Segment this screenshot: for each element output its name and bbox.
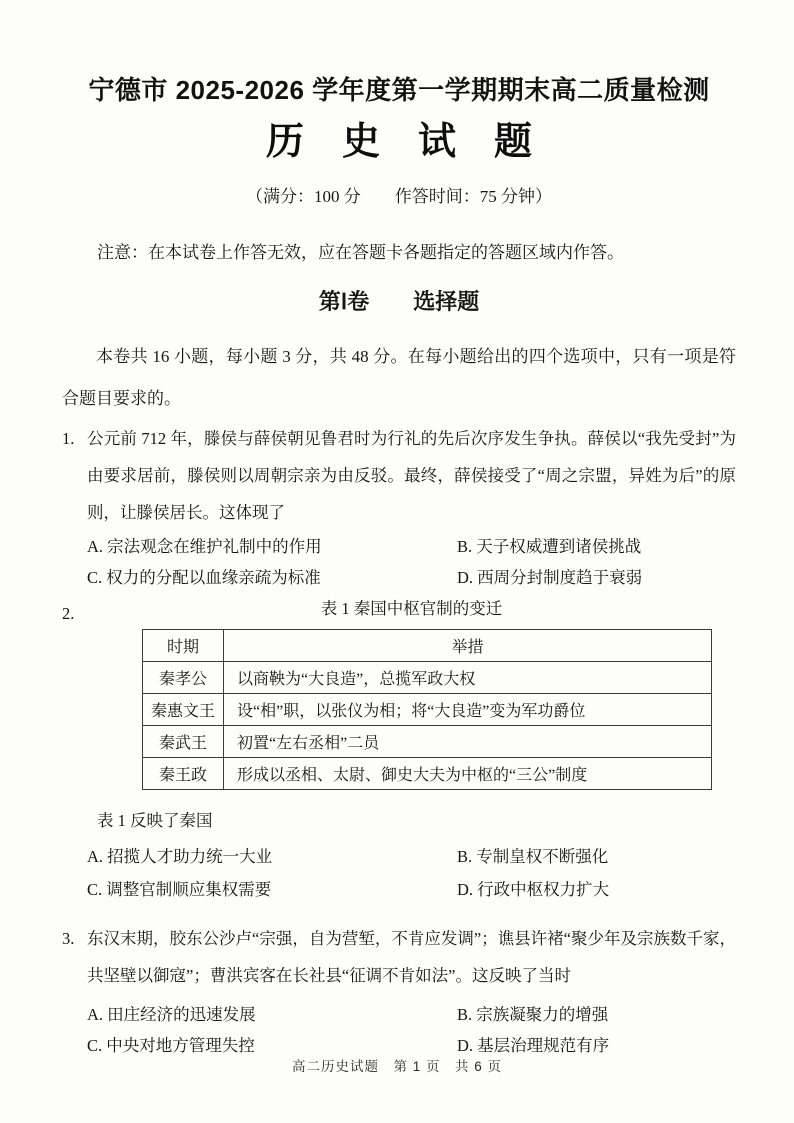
option-1d: D. 西周分封制度趋于衰弱 — [457, 568, 643, 587]
option-1a: A. 宗法观念在维护礼制中的作用 — [87, 537, 322, 556]
table-cell-measure: 形成以丞相、太尉、御史大夫为中枢的“三公”制度 — [224, 758, 712, 790]
question-number: 2. — [62, 604, 75, 623]
table-cell-measure: 设“相”职，以张仪为相；将“大良造”变为军功爵位 — [224, 694, 712, 726]
table-row — [143, 726, 712, 758]
after-table-text: 表 1 反映了秦国 — [97, 811, 213, 830]
question-stem: 东汉末期，胶东公沙卢“宗强，自为营堑，不肯应发调”；谯县许褚“聚少年及宗族数千家，共坚壁以御寇”；曹洪宾客在长社县“征调不肯如法”。这反映了当时 — [87, 929, 736, 985]
option-3a: A. 田庄经济的迅速发展 — [87, 1005, 256, 1024]
question-stem: 公元前 712 年，滕侯与薛侯朝见鲁君时为行礼的先后次序发生争执。薛侯以“我先受封”为由要求居前，滕侯则以周朝宗亲为由反驳。最终，薛侯接受了“周之宗盟，异姓为后”的原则，让滕侯居长。这体现了 — [87, 429, 736, 522]
table-row — [143, 662, 712, 694]
table-header-row — [143, 630, 712, 662]
question-1 — [62, 420, 736, 593]
table-caption: 表 1 秦国中枢官制的变迁 — [320, 599, 503, 618]
table-cell-period: 秦王政 — [143, 758, 224, 790]
exam-meta: （满分：100 分 作答时间：75 分钟） — [246, 187, 552, 206]
option-1c: C. 权力的分配以血缘亲疏为标准 — [87, 568, 321, 587]
question-2 — [62, 595, 736, 906]
table-row — [143, 758, 712, 790]
table-header-period: 时期 — [143, 630, 224, 662]
paper-title: 历 史 试 题 — [265, 121, 532, 163]
table-row — [143, 694, 712, 726]
table-cell-measure: 以商鞅为“大良造”，总揽军政大权 — [224, 662, 712, 694]
option-3d: D. 基层治理规范有序 — [457, 1036, 610, 1055]
exam-notice: 注意：在本试卷上作答无效，应在答题卡各题指定的答题区域内作答。 — [97, 243, 624, 262]
table-cell-period: 秦武王 — [143, 726, 224, 758]
option-2a: A. 招揽人才助力统一大业 — [87, 847, 273, 866]
qin-officials-table — [142, 629, 712, 790]
option-1b: B. 天子权威遭到诸侯挑战 — [457, 537, 642, 556]
table-cell-period: 秦惠文王 — [143, 694, 224, 726]
section-intro: 本卷共 16 小题，每小题 3 分，共 48 分。在每小题给出的四个选项中，只有一项是符合题目要求的。 — [62, 347, 736, 408]
exam-header-title: 宁德市 2025-2026 学年度第一学期期末高二质量检测 — [88, 75, 710, 105]
question-3 — [62, 920, 736, 1061]
table-cell-period: 秦孝公 — [143, 662, 224, 694]
option-2b: B. 专制皇权不断强化 — [457, 847, 609, 866]
option-3b: B. 宗族凝聚力的增强 — [457, 1005, 609, 1024]
option-2c: C. 调整官制顺应集权需要 — [87, 880, 272, 899]
table-cell-measure: 初置“左右丞相”二员 — [224, 726, 712, 758]
question-number: 1. — [62, 429, 75, 448]
question-number: 3. — [62, 929, 75, 948]
table-header-measure: 举措 — [224, 630, 712, 662]
page-footer: 高二历史试题 第 1 页 共 6 页 — [291, 1059, 503, 1074]
option-3c: C. 中央对地方管理失控 — [87, 1036, 255, 1055]
section-heading: 第Ⅰ卷 选择题 — [318, 289, 480, 314]
option-2d: D. 行政中枢权力扩大 — [457, 880, 610, 899]
